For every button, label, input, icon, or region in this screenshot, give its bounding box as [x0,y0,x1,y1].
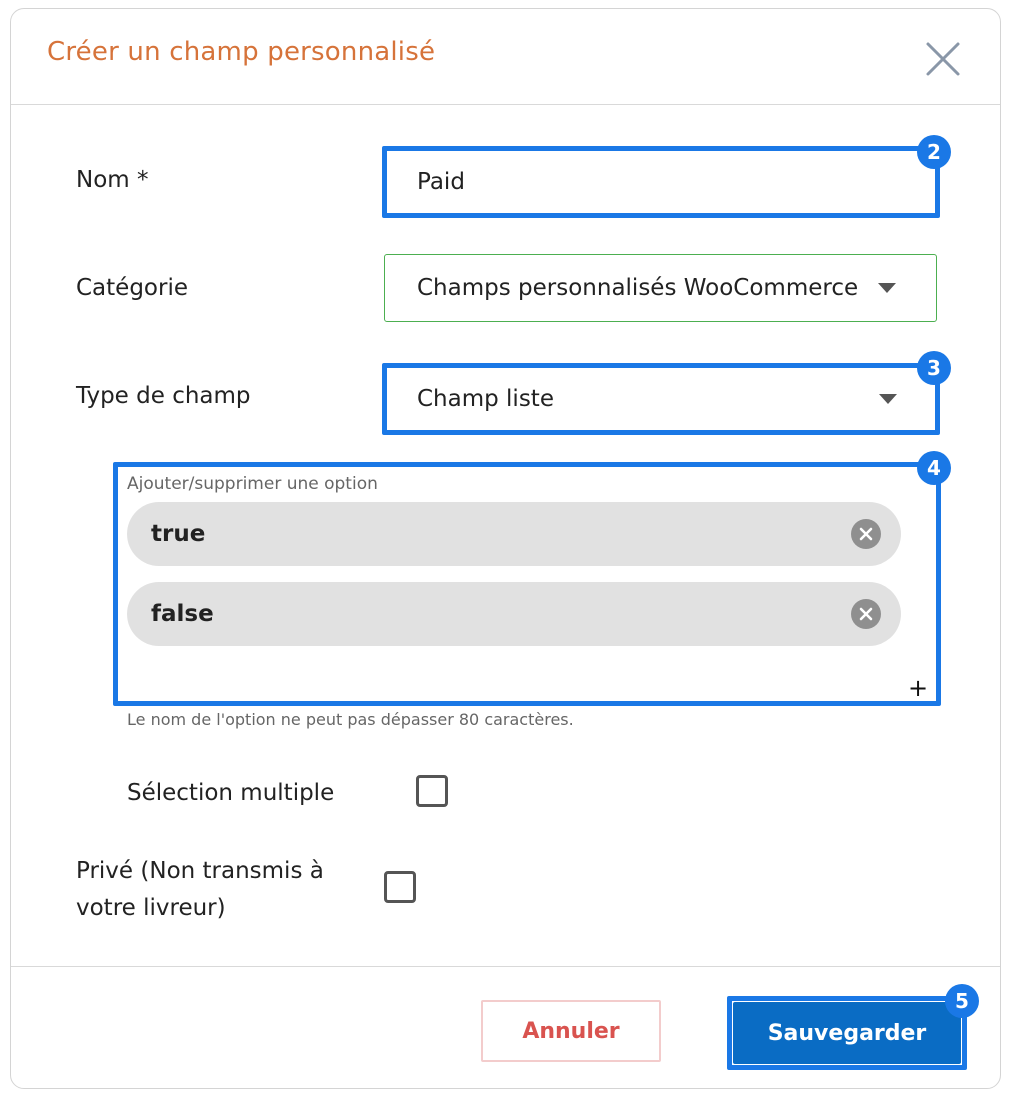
category-select[interactable] [384,254,937,322]
cancel-button[interactable]: Annuler [481,1000,661,1062]
option-chip [127,502,901,566]
remove-option-icon[interactable] [851,519,881,549]
multiple-selection-checkbox[interactable] [416,775,448,807]
add-option-button[interactable]: + [908,674,929,702]
dialog-title: Créer un champ personnalisé [47,37,436,67]
chevron-down-icon [878,283,896,293]
multiple-selection-label: Sélection multiple [127,780,335,806]
close-icon[interactable] [923,39,963,79]
private-label-line2: votre livreur) [76,895,226,921]
option-chip-label: true [151,521,206,547]
category-select-value: Champs personnalisés WooCommerce [417,275,859,301]
name-input-value: Paid [417,169,465,195]
name-label: Nom * [76,167,149,193]
step-badge-4: 4 [917,451,951,485]
options-hint: Le nom de l'option ne peut pas dépasser 80 caractères. [127,710,574,729]
name-input[interactable] [384,148,938,216]
private-label-line1: Privé (Non transmis à [76,858,324,884]
field-type-label: Type de champ [76,383,251,409]
option-chip [127,582,901,646]
step-badge-2: 2 [917,135,951,169]
create-custom-field-dialog [10,8,1001,1089]
save-button[interactable]: Sauvegarder [733,1002,961,1064]
footer-divider [11,966,1000,967]
step-badge-3: 3 [917,351,951,385]
category-label: Catégorie [76,275,188,301]
options-editor [115,464,941,704]
option-chip-label: false [151,601,214,627]
chevron-down-icon [879,394,897,404]
remove-option-icon[interactable] [851,599,881,629]
options-label: Ajouter/supprimer une option [127,474,378,494]
step-badge-5: 5 [945,984,979,1018]
dialog-header [11,9,1000,105]
field-type-select[interactable] [384,365,938,433]
private-checkbox[interactable] [384,871,416,903]
field-type-select-value: Champ liste [417,386,554,412]
